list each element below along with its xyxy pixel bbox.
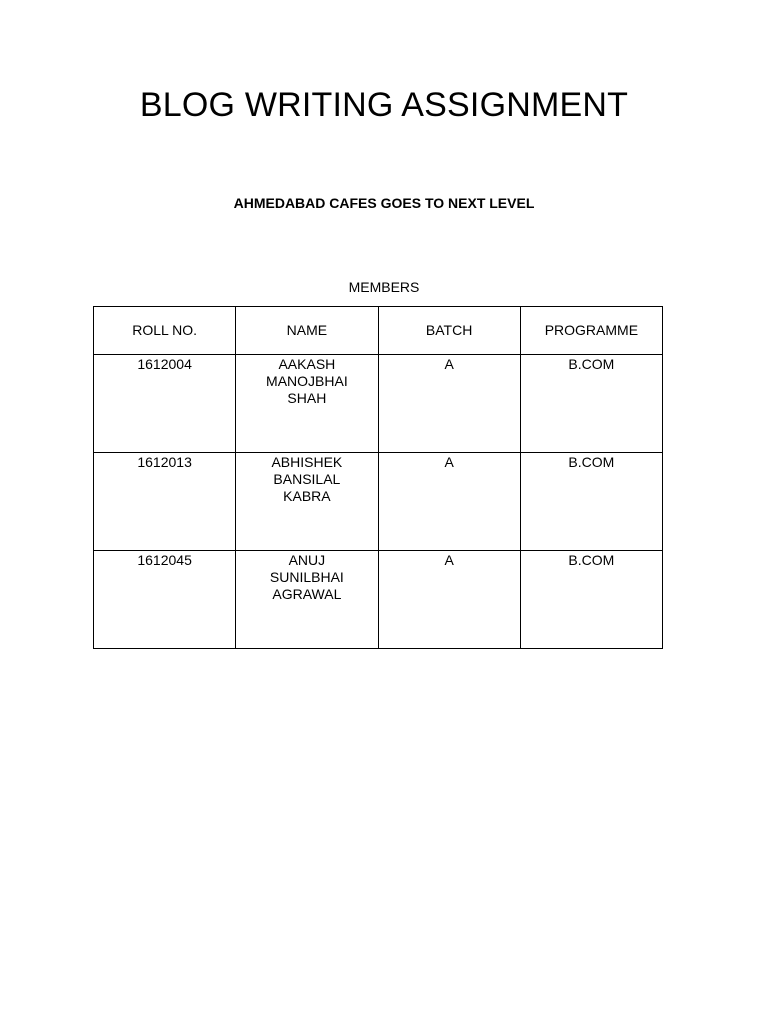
document-subtitle: AHMEDABAD CAFES GOES TO NEXT LEVEL xyxy=(233,195,535,211)
batch-cell: A xyxy=(378,355,520,453)
name-line: AAKASH xyxy=(278,356,336,372)
name-line: MANOJBHAI xyxy=(266,373,348,389)
name-line: SUNILBHAI xyxy=(269,569,344,585)
batch-cell: A xyxy=(378,453,520,551)
table-header-row xyxy=(94,307,663,355)
column-header-name: NAME xyxy=(236,307,378,355)
batch-cell: A xyxy=(378,551,520,649)
programme-cell: B.COM xyxy=(520,551,662,649)
members-heading: MEMBERS xyxy=(348,279,420,295)
column-header-roll-no: ROLL NO. xyxy=(94,307,236,355)
name-line: AGRAWAL xyxy=(272,586,342,602)
name-cell xyxy=(236,453,378,551)
programme-cell: B.COM xyxy=(520,453,662,551)
roll-no-cell: 1612045 xyxy=(94,551,236,649)
name-line: ABHISHEK xyxy=(271,454,343,470)
name-line: ANUJ xyxy=(288,552,326,568)
name-line: BANSILAL xyxy=(273,471,341,487)
roll-no-cell: 1612004 xyxy=(94,355,236,453)
name-cell xyxy=(236,355,378,453)
page-title: BLOG WRITING ASSIGNMENT xyxy=(139,86,629,124)
name-cell xyxy=(236,551,378,649)
table-row xyxy=(94,355,663,453)
name-line: SHAH xyxy=(287,390,327,406)
members-table xyxy=(93,306,663,649)
table-row xyxy=(94,551,663,649)
table-row xyxy=(94,453,663,551)
name-line: KABRA xyxy=(283,488,331,504)
column-header-batch: BATCH xyxy=(378,307,520,355)
column-header-programme: PROGRAMME xyxy=(520,307,662,355)
roll-no-cell: 1612013 xyxy=(94,453,236,551)
programme-cell: B.COM xyxy=(520,355,662,453)
